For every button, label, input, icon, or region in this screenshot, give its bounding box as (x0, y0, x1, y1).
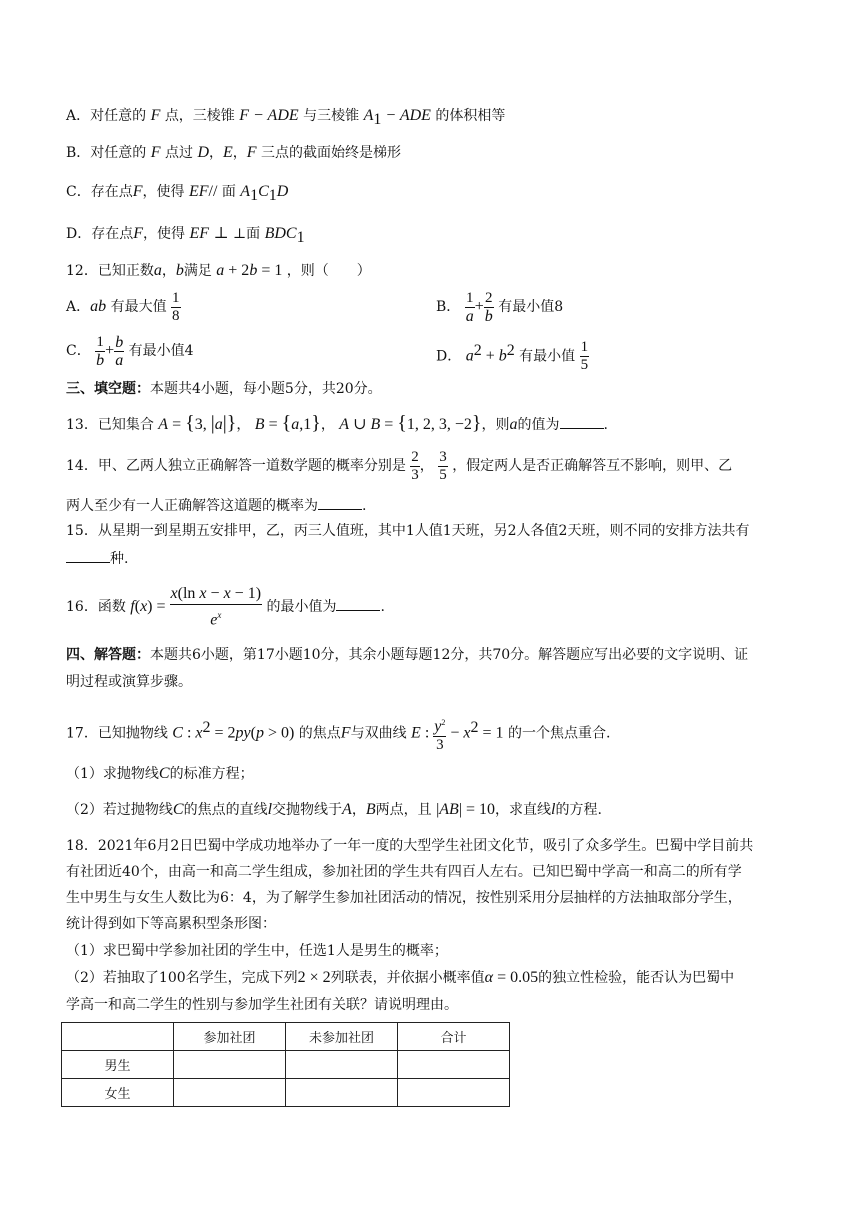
q12-option-d[interactable]: D． $a^2 + b^2$ 有最小值 $\frac{1}{5}$ (436, 339, 589, 374)
q14-line1: 14．甲、乙两人独立正确解答一道数学题的概率分别是 $\frac{2}{3}$ ， $\frac{3}{5}$ ，假定两人是否正确解答互不影响，则甲、乙 (66, 448, 733, 483)
q11-option-d[interactable]: D．存在点F，使得 EF ⊥ ⊥面 $BDC_1$ (66, 225, 305, 246)
table-row-label: 女生 (62, 1079, 174, 1107)
q16: 16．函数 f(x) = $\frac{\text{x(ln x − x − 1)}}{e^x}$ 的最小值为 . (66, 585, 385, 629)
q18-line2: 有社团近40个，由高一和高二学生组成，参加社团的学生共有四百人左右。已知巴蜀中学高一和高二的所有学 (66, 864, 742, 880)
q12-option-b[interactable]: B． $\frac{1}{a}$ + $\frac{2}{b}$ 有最小值8 (436, 289, 564, 325)
q18-line3: 生中男生与女生人数比为6：4，为了解学生参加社团活动的情况，按性别采用分层抽样的方法抽取部分学生， (66, 890, 742, 906)
table-cell[interactable] (398, 1051, 510, 1079)
q18-line1: 18．2021年6月2日巴蜀中学成功地举办了一年一度的大型学生社团文化节，吸引了众多学生。巴蜀中学目前共 (66, 838, 754, 854)
table-cell[interactable] (398, 1079, 510, 1107)
q18-part1: （1）求巴蜀中学参加社团的学生中，任选1人是男生的概率； (66, 943, 448, 959)
table-cell[interactable] (174, 1079, 286, 1107)
section4-line2: 明过程或演算步骤。 (66, 674, 192, 690)
table-header-row (62, 1023, 510, 1051)
table-header-cell: 合计 (398, 1023, 510, 1051)
table-cell[interactable] (286, 1051, 398, 1079)
table-header-cell: 参加社团 (174, 1023, 286, 1051)
q14-answer-blank[interactable] (318, 495, 362, 510)
table-cell[interactable] (286, 1079, 398, 1107)
table-row (62, 1079, 510, 1107)
section4-heading: 四、解答题：本题共6小题，第17小题10分，其余小题每题12分，共70分。解答题应写出必要的文字说明、证 (66, 647, 749, 663)
table-cell[interactable] (174, 1051, 286, 1079)
q12-stem: 12．已知正数a，b满足 a + 2b = 1 ，则（ ） (66, 262, 371, 279)
q14-line2: 两人至少有一人正确解答这道题的概率为 . (66, 495, 366, 516)
table-header-cell (62, 1023, 174, 1051)
q15-answer-blank[interactable] (66, 548, 110, 563)
q15-line1: 15．从星期一到星期五安排甲，乙，丙三人值班，其中1人值1天班，另2人各值2天班，则不同的安排方法共有 (66, 523, 750, 539)
q12-option-c[interactable]: C． $\frac{1}{b}$ + $\frac{b}{a}$ 有最小值4 (66, 333, 194, 369)
q17-part2: （2）若过抛物线C的焦点的直线l交抛物线于A，B两点，且 |AB| = 10，求直线l的方程. (66, 801, 602, 818)
section3-heading: 三、填空题：本题共4小题，每小题5分，共20分。 (66, 381, 382, 397)
q12-option-a[interactable]: A．ab 有最大值 $\frac{1}{8}$ (66, 289, 180, 324)
q17-part1: （1）求抛物线C的标准方程； (66, 765, 254, 782)
q11-option-a[interactable]: A．对任意的 F 点，三棱锥 F − ADE 与三棱锥 $A_1$ − ADE 的体积相等 (66, 107, 506, 128)
table-row (62, 1051, 510, 1079)
q18-part2: （2）若抽取了100名学生，完成下列2 × 2列联表，并依据小概率值α = 0.05的独立性检验，能否认为巴蜀中 (66, 969, 735, 986)
q13-answer-blank[interactable] (560, 414, 604, 429)
q18-line4: 统计得到如下等高累积型条形图： (66, 916, 276, 932)
table-header-cell: 未参加社团 (286, 1023, 398, 1051)
q17-stem: 17．已知抛物线 C : $x^2 = 2py(p > 0)$ 的焦点F与双曲线 E : $\frac{y^2}{3}$ − $x^2 = 1$ 的一个焦点重合. (66, 708, 610, 754)
q16-answer-blank[interactable] (336, 596, 380, 611)
contingency-table (61, 1022, 510, 1107)
q13: 13．已知集合 A = {3, |a|}， B = {a,1}， A ∪ B = {1, 2, 3, −2}，则a的值为 . (66, 412, 608, 434)
table-row-label: 男生 (62, 1051, 174, 1079)
q11-option-b[interactable]: B．对任意的 F 点过 D，E，F 三点的截面始终是梯形 (66, 144, 402, 161)
q15-line2: 种. (66, 548, 128, 569)
q18-part2-line2: 学高一和高二学生的性别与参加学生社团有关联？请说明理由。 (66, 997, 458, 1013)
q11-option-c[interactable]: C．存在点F，使得 EF// 面 $A_1C_1D$ (66, 183, 289, 204)
